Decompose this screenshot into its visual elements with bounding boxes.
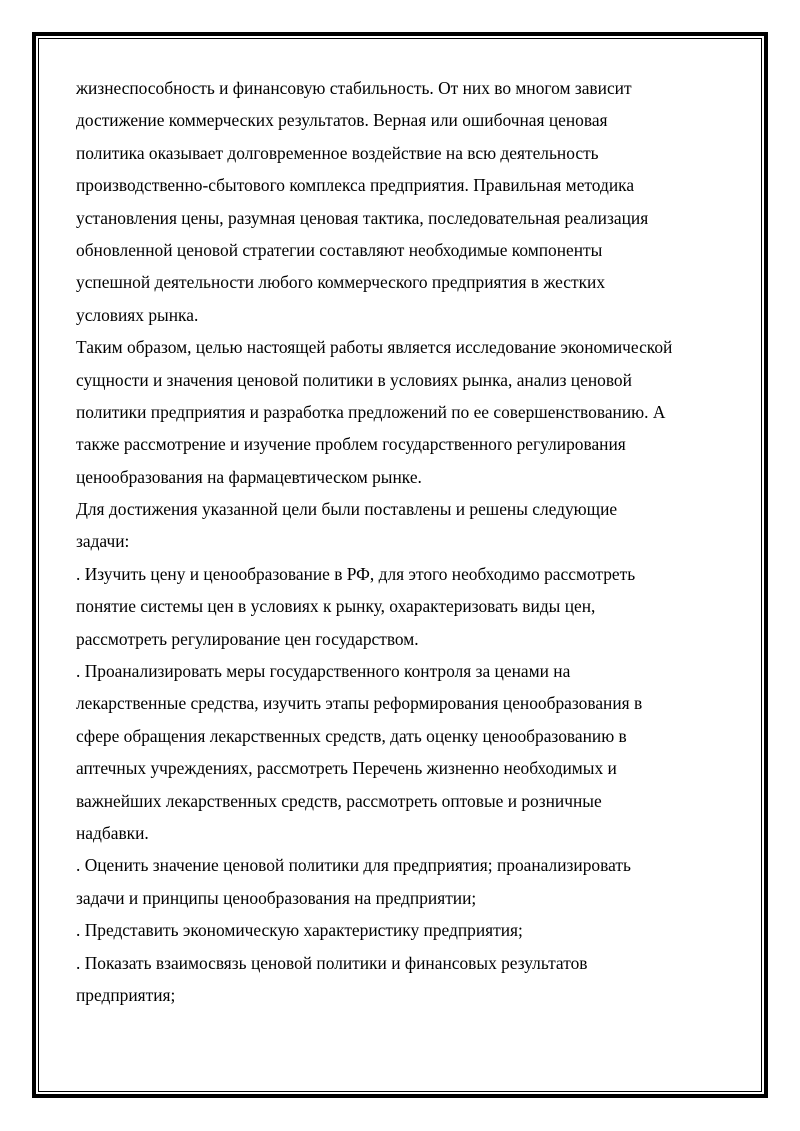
text-line: сущности и значения ценовой политики в условиях рынка, анализ ценовой — [76, 369, 632, 390]
document-body — [76, 72, 731, 1011]
text-line: лекарственные средства, изучить этапы реформирования ценообразования в — [76, 693, 643, 714]
text-line: успешной деятельности любого коммерческого предприятия в жестких — [76, 272, 606, 293]
text-line: условиях рынка. — [76, 304, 199, 325]
text-line: аптечных учреждениях, рассмотреть Перечень жизненно необходимых и — [76, 758, 617, 779]
text-line: задачи: — [76, 531, 130, 552]
text-line: надбавки. — [76, 822, 149, 843]
text-line: обновленной ценовой стратегии составляют необходимые компоненты — [76, 239, 603, 260]
text-line: Для достижения указанной цели были поставлены и решены следующие — [76, 499, 618, 520]
text-line: . Показать взаимосвязь ценовой политики и финансовых результатов — [76, 952, 588, 973]
text-line: Таким образом, целью настоящей работы является исследование экономической — [76, 337, 673, 358]
text-line: предприятия; — [76, 984, 176, 1005]
text-line: понятие системы цен в условиях к рынку, охарактеризовать виды цен, — [76, 596, 596, 617]
text-line: установления цены, разумная ценовая тактика, последовательная реализация — [76, 207, 649, 228]
text-line: политики предприятия и разработка предложений по ее совершенствованию. А — [76, 401, 666, 422]
text-line: достижение коммерческих результатов. Верная или ошибочная ценовая — [76, 110, 608, 131]
text-line: задачи и принципы ценообразования на предприятии; — [76, 887, 477, 908]
text-line: . Изучить цену и ценообразование в РФ, для этого необходимо рассмотреть — [76, 563, 636, 584]
text-line: жизнеспособность и финансовую стабильность. От них во многом зависит — [76, 78, 632, 98]
text-line: . Представить экономическую характеристику предприятия; — [76, 920, 523, 941]
text-line: производственно-сбытового комплекса предприятия. Правильная методика — [76, 175, 635, 196]
text-line: важнейших лекарственных средств, рассмотреть оптовые и розничные — [76, 790, 602, 811]
text-line: ценообразования на фармацевтическом рынке. — [76, 466, 422, 487]
text-line: . Проанализировать меры государственного контроля за ценами на — [76, 661, 571, 682]
text-line: . Оценить значение ценовой политики для предприятия; проанализировать — [76, 855, 631, 876]
text-line: также рассмотрение и изучение проблем государственного регулирования — [76, 434, 626, 455]
text-line: рассмотреть регулирование цен государством. — [76, 628, 419, 649]
text-line: сфере обращения лекарственных средств, дать оценку ценообразованию в — [76, 725, 627, 746]
text-line: политика оказывает долговременное воздействие на всю деятельность — [76, 142, 599, 163]
